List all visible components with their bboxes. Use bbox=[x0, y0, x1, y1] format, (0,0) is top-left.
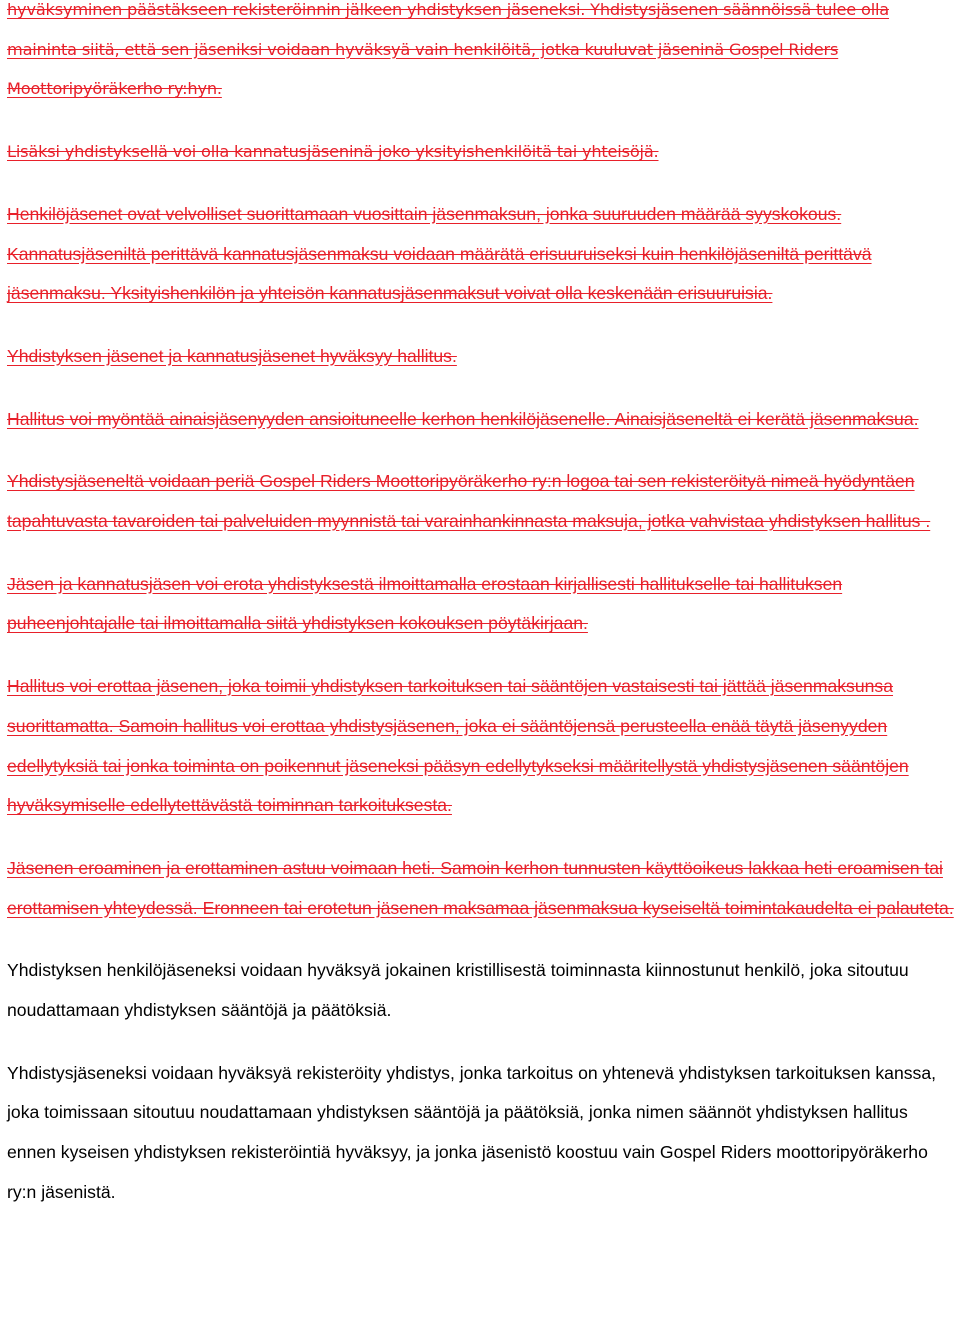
paragraph-deleted-lifetime-membership bbox=[7, 400, 955, 440]
deleted-text-segment: Henkilöjäsenet ovat velvolliset suorittamaan vuosittain jäsenmaksun, jonka suuruuden määrää syyskokous. Kannatusjäseniltä perittävä kannatusjäsenmaksu voidaan määrätä erisuuruiseksi kuin henkilöjäseniltä perittävä jäsenmaksu. Yksityishenkilön ja yhteisön kannatusjäsenmaksut voivat olla keskenään erisuuruisia. bbox=[7, 203, 872, 304]
paragraph-deleted-effective-date bbox=[7, 849, 955, 928]
paragraph-deleted-membership-condition bbox=[7, 0, 955, 109]
paragraph-individual-membership bbox=[7, 951, 955, 1030]
deleted-text-segment: Hallitus voi erottaa jäsenen, joka toimii yhdistyksen tarkoituksen tai sääntöjen vastaisesti tai jättää jäsenmaksunsa suorittamatta. Samoin hallitus voi erottaa yhdistysjäsenen, joka ei sääntöjensä perusteella enää täytä jäsenyyden edellytyksiä tai jonka toiminta on poikennut jäseneksi pääsyn edellytykseksi määritellystä yhdistysjäsenen sääntöjen hyväksymiselle edellytettävästä toiminnan tarkoituksesta. bbox=[7, 676, 909, 816]
deleted-text-segment: Hallitus voi myöntää ainaisjäsenyyden ansioituneelle kerhon henkilöjäsenelle. Ainaisjäseneltä ei kerätä jäsenmaksua. bbox=[7, 408, 919, 429]
paragraph-deleted-logo-fees bbox=[7, 462, 955, 541]
paragraph-deleted-board-approval bbox=[7, 337, 955, 377]
text-segment: Yhdistysjäseneksi voidaan hyväksyä rekisteröity yhdistys, jonka tarkoitus on yhtenevä yhdistyksen tarkoituksen kanssa, joka toimissaan sitoutuu noudattamaan yhdistyksen sääntöjä ja päätöksiä, jonka nimen säännöt yhdistyksen hallitus ennen kyseisen yhdistyksen rekisteröintiä hyväksyy, ja jonka jäsenistö koostuu vain Gospel Riders moottoripyöräkerho ry:n jäsenistä. bbox=[7, 1062, 937, 1202]
deleted-text-segment: Yhdistysjäseneltä voidaan periä Gospel Riders Moottoripyöräkerho ry:n logoa tai sen rekisteröityä nimeä hyödyntäen tapahtuvasta tavaroiden tai palveluiden myynnistä tai varainhankinnasta maksuja, jotka vahvistaa yhdistyksen hallitus . bbox=[7, 471, 931, 532]
paragraph-association-membership bbox=[7, 1054, 955, 1213]
deleted-text-segment: Lisäksi yhdistyksellä voi olla kannatusjäseninä joko yksityishenkilöitä tai yhteisöjä. bbox=[7, 142, 659, 162]
document-page bbox=[7, 0, 955, 1236]
paragraph-deleted-expulsion bbox=[7, 667, 955, 826]
deleted-text-segment: Yhdistyksen jäsenet ja kannatusjäsenet hyväksyy hallitus. bbox=[7, 345, 457, 366]
paragraph-deleted-resignation bbox=[7, 565, 955, 644]
text-segment: Yhdistyksen henkilöjäseneksi voidaan hyväksyä jokainen kristillisestä toiminnasta kiinnostunut henkilö, joka sitoutuu noudattamaan yhdistyksen sääntöjä ja päätöksiä. bbox=[7, 960, 909, 1021]
deleted-text-segment: Jäsen ja kannatusjäsen voi erota yhdistyksestä ilmoittamalla erostaan kirjallisesti hallitukselle tai hallituksen puheenjohtajalle tai ilmoittamalla siitä yhdistyksen kokouksen pöytäkirjaan. bbox=[7, 573, 843, 634]
deleted-text-segment: Jäsenen eroaminen ja erottaminen astuu voimaan heti. Samoin kerhon tunnusten käyttöoikeus lakkaa heti eroamisen tai erottamisen yhteydessä. Eronneen tai erotetun jäsenen maksamaa jäsenmaksua kyseiseltä toimintakaudelta ei palauteta. bbox=[7, 857, 954, 918]
paragraph-deleted-membership-fees bbox=[7, 195, 955, 314]
paragraph-deleted-supporting-members bbox=[7, 132, 955, 172]
deleted-text-segment: hyväksyminen päästäkseen rekisteröinnin jälkeen yhdistyksen jäseneksi. Yhdistysjäsenen säännöissä tulee olla maininta siitä, että sen jäseniksi voidaan hyväksyä vain henkilöitä, jotka kuuluvat jäseninä Gospel Riders Moottoripyöräkerho ry:hyn. bbox=[7, 0, 890, 99]
